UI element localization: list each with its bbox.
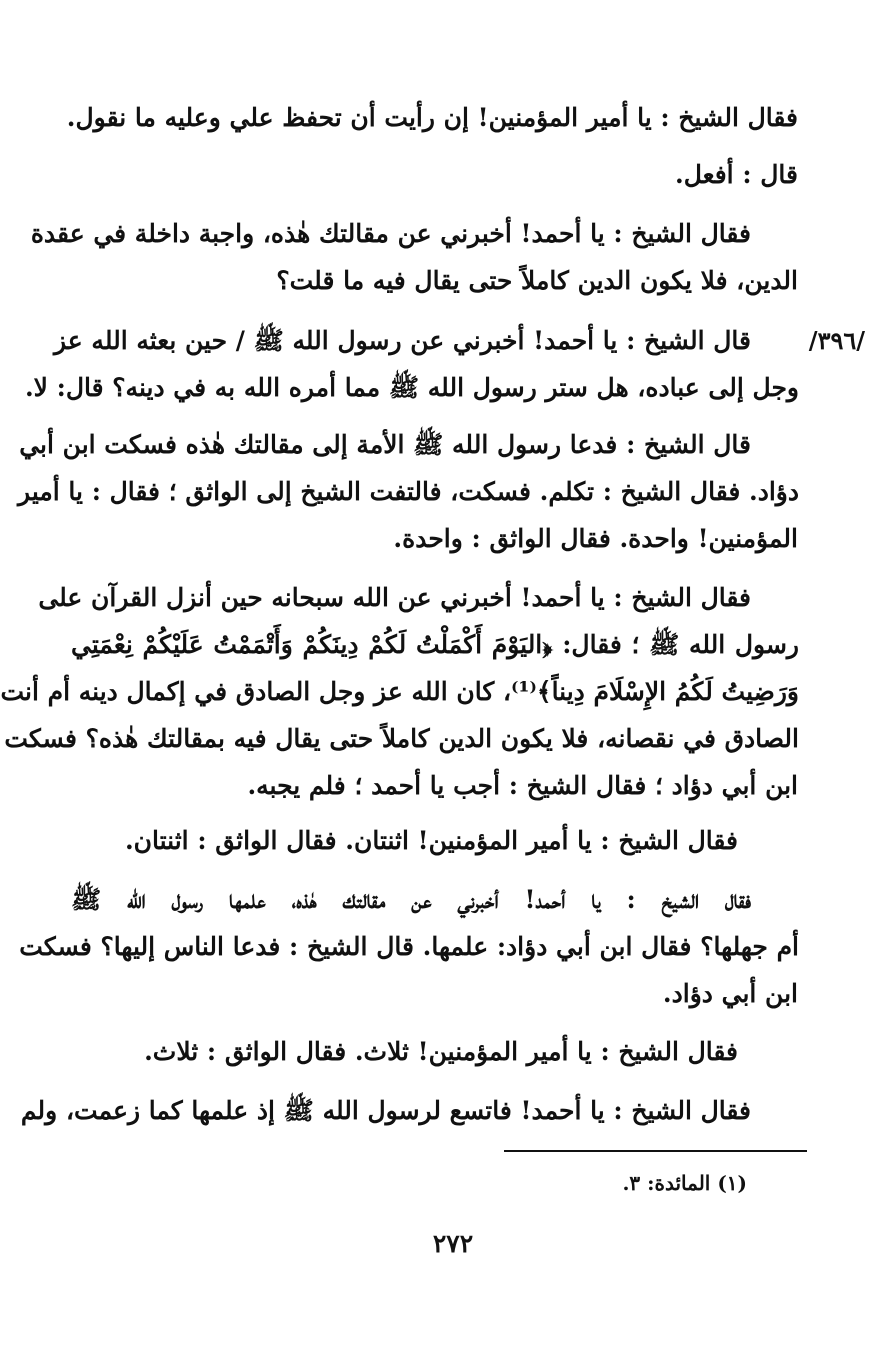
text-line-9: المؤمنين! واحدة. فقال الواثق : واحدة. [393, 524, 798, 553]
text-line-6: وجل إلى عباده، هل ستر رسول الله ﷺ مما أمره الله به في دينه؟ قال: لا. [24, 373, 799, 402]
text-line-7: قال الشيخ : فدعا رسول الله ﷺ الأمة إلى مقالتك هٰذه فسكت ابن أبي [19, 430, 751, 459]
page-number: ٢٧٢ [432, 1229, 474, 1258]
text-line-15: فقال الشيخ : يا أمير المؤمنين! اثنتان. فقال الواثق : اثنتان. [124, 826, 738, 855]
text-line-13: الصادق في نقصانه، فلا يكون الدين كاملاً حتى يقال فيه بمقالتك هٰذه؟ فسكت [4, 724, 799, 753]
text-line-4: الدين، فلا يكون الدين كاملاً حتى يقال فيه ما قلت؟ [276, 266, 798, 295]
text-line-18: ابن أبي دؤاد. [662, 979, 798, 1008]
text-line-17: أم جهلها؟ فقال ابن أبي دؤاد: علمها. قال الشيخ : فدعا الناس إليها؟ فسكت [19, 932, 799, 961]
margin-page-reference: /٣٩٦/ [808, 326, 865, 355]
footnote-separator [504, 1150, 807, 1152]
text-line-11: رسول الله ﷺ ؛ فقال: ﴿اليَوْمَ أَكْمَلْتُ لَكُمْ دِينَكُمْ وَأَتْمَمْتُ عَلَيْكُمْ نِعْمَتِي [71, 630, 799, 659]
text-line-19: فقال الشيخ : يا أمير المؤمنين! ثلاث. فقال الواثق : ثلاث. [144, 1037, 738, 1066]
text-line-3: فقال الشيخ : يا أحمد! أخبرني عن مقالتك هٰذه، واجبة داخلة في عقدة [30, 219, 751, 248]
text-line-1: فقال الشيخ : يا أمير المؤمنين! إن رأيت أن تحفظ علي وعليه ما نقول. [66, 103, 798, 132]
text-line-2: قال : أفعل. [675, 160, 798, 189]
text-line-5: قال الشيخ : يا أحمد! أخبرني عن رسول الله ﷺ / حين بعثه الله عز [54, 326, 751, 355]
text-line-16: فقال الشيخ : يا أحمد! أخبرني عن مقالتك هٰذه، علمها رسول الله ﷺ [71, 885, 751, 914]
footnote: (١) المائدة: ٣. [622, 1171, 747, 1195]
text-line-12: وَرَضِيتُ لَكُمُ الإِسْلَامَ دِيناً﴾⁽¹⁾، كان الله عز وجل الصادق في إكمال دينه أم أنت [0, 677, 799, 706]
text-line-8: دؤاد. فقال الشيخ : تكلم. فسكت، فالتفت الشيخ إلى الواثق ؛ فقال : يا أمير [18, 477, 799, 506]
text-line-10: فقال الشيخ : يا أحمد! أخبرني عن الله سبحانه حين أنزل القرآن على [38, 583, 751, 612]
text-line-14: ابن أبي دؤاد ؛ فقال الشيخ : أجب يا أحمد ؛ فلم يجبه. [247, 771, 798, 800]
text-line-20: فقال الشيخ : يا أحمد! فاتسع لرسول الله ﷺ إذ علمها كما زعمت، ولم [20, 1096, 751, 1125]
